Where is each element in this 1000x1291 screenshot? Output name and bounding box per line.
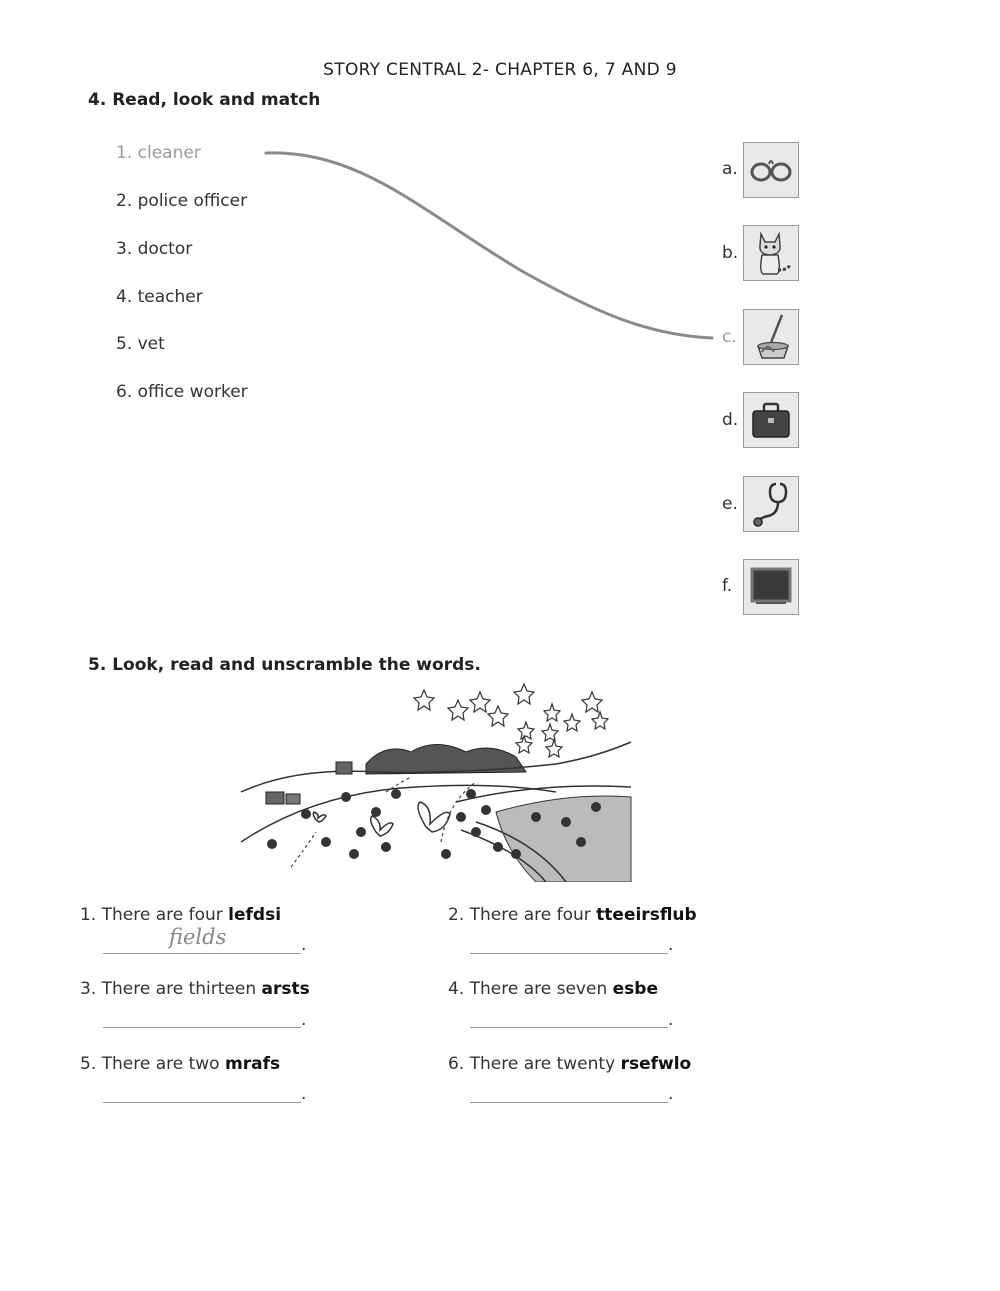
sentence-5: 5. There are two mrafs [80,1054,281,1074]
picture-b[interactable] [743,225,799,281]
answer-text-1: fields [169,925,227,949]
answer-field-4[interactable] [470,1005,668,1028]
match-letter-e: e. [722,494,738,514]
picture-e[interactable] [743,476,799,532]
picture-d[interactable] [743,392,799,448]
page-title: STORY CENTRAL 2- CHAPTER 6, 7 AND 9 [323,60,677,80]
sentence-6: 6. There are twenty rsefwlo [448,1054,692,1074]
answer-field-2[interactable] [470,931,668,954]
match-word-teacher[interactable]: 4. teacher [116,287,203,307]
sentence-1: 1. There are four lefdsi [80,905,282,925]
picture-c[interactable] [743,309,799,365]
sentence-4: 4. There are seven esbe [448,979,658,999]
exercise-4-heading: 4. Read, look and match [88,90,321,110]
cat-icon [749,228,793,278]
handcuffs-icon [747,150,795,190]
scrambled-word-1: lefdsi [228,905,282,925]
exercise-5-heading: 5. Look, read and unscramble the words. [88,655,481,675]
mop-bucket-icon [748,312,794,362]
landscape-illustration [236,682,636,882]
scrambled-word-6: rsefwlo [620,1054,692,1074]
sentence-3: 3. There are thirteen arsts [80,979,310,999]
match-word-vet[interactable]: 5. vet [116,334,165,354]
sentence-2: 2. There are four tteeirsflub [448,905,697,925]
match-letter-f: f. [722,576,733,596]
answer-field-6[interactable] [470,1080,668,1103]
scrambled-word-2: tteeirsflub [596,905,697,925]
period-3: . [301,1010,307,1030]
match-word-police-officer[interactable]: 2. police officer [116,191,248,211]
stethoscope-icon [748,480,794,528]
period-4: . [668,1010,674,1030]
match-letter-b: b. [722,243,739,263]
period-2: . [668,935,674,955]
butterfly-icons [313,802,450,836]
match-word-cleaner[interactable]: 1. cleaner [116,143,201,163]
answer-field-3[interactable] [103,1005,301,1028]
period-5: . [301,1084,307,1104]
match-letter-a: a. [722,159,738,179]
period-1: . [301,935,307,955]
match-line [0,0,1000,400]
scrambled-word-3: arsts [261,979,310,999]
scrambled-word-4: esbe [612,979,658,999]
answer-field-5[interactable] [103,1080,301,1103]
chalkboard-icon [748,565,794,609]
picture-f[interactable] [743,559,799,615]
period-6: . [668,1084,674,1104]
match-letter-c: c. [722,327,737,347]
scrambled-word-5: mrafs [225,1054,281,1074]
match-letter-d: d. [722,410,739,430]
picture-a[interactable] [743,142,799,198]
answer-field-1[interactable] [103,925,301,954]
match-word-doctor[interactable]: 3. doctor [116,239,193,259]
match-word-office-worker[interactable]: 6. office worker [116,382,248,402]
briefcase-icon [748,398,794,442]
